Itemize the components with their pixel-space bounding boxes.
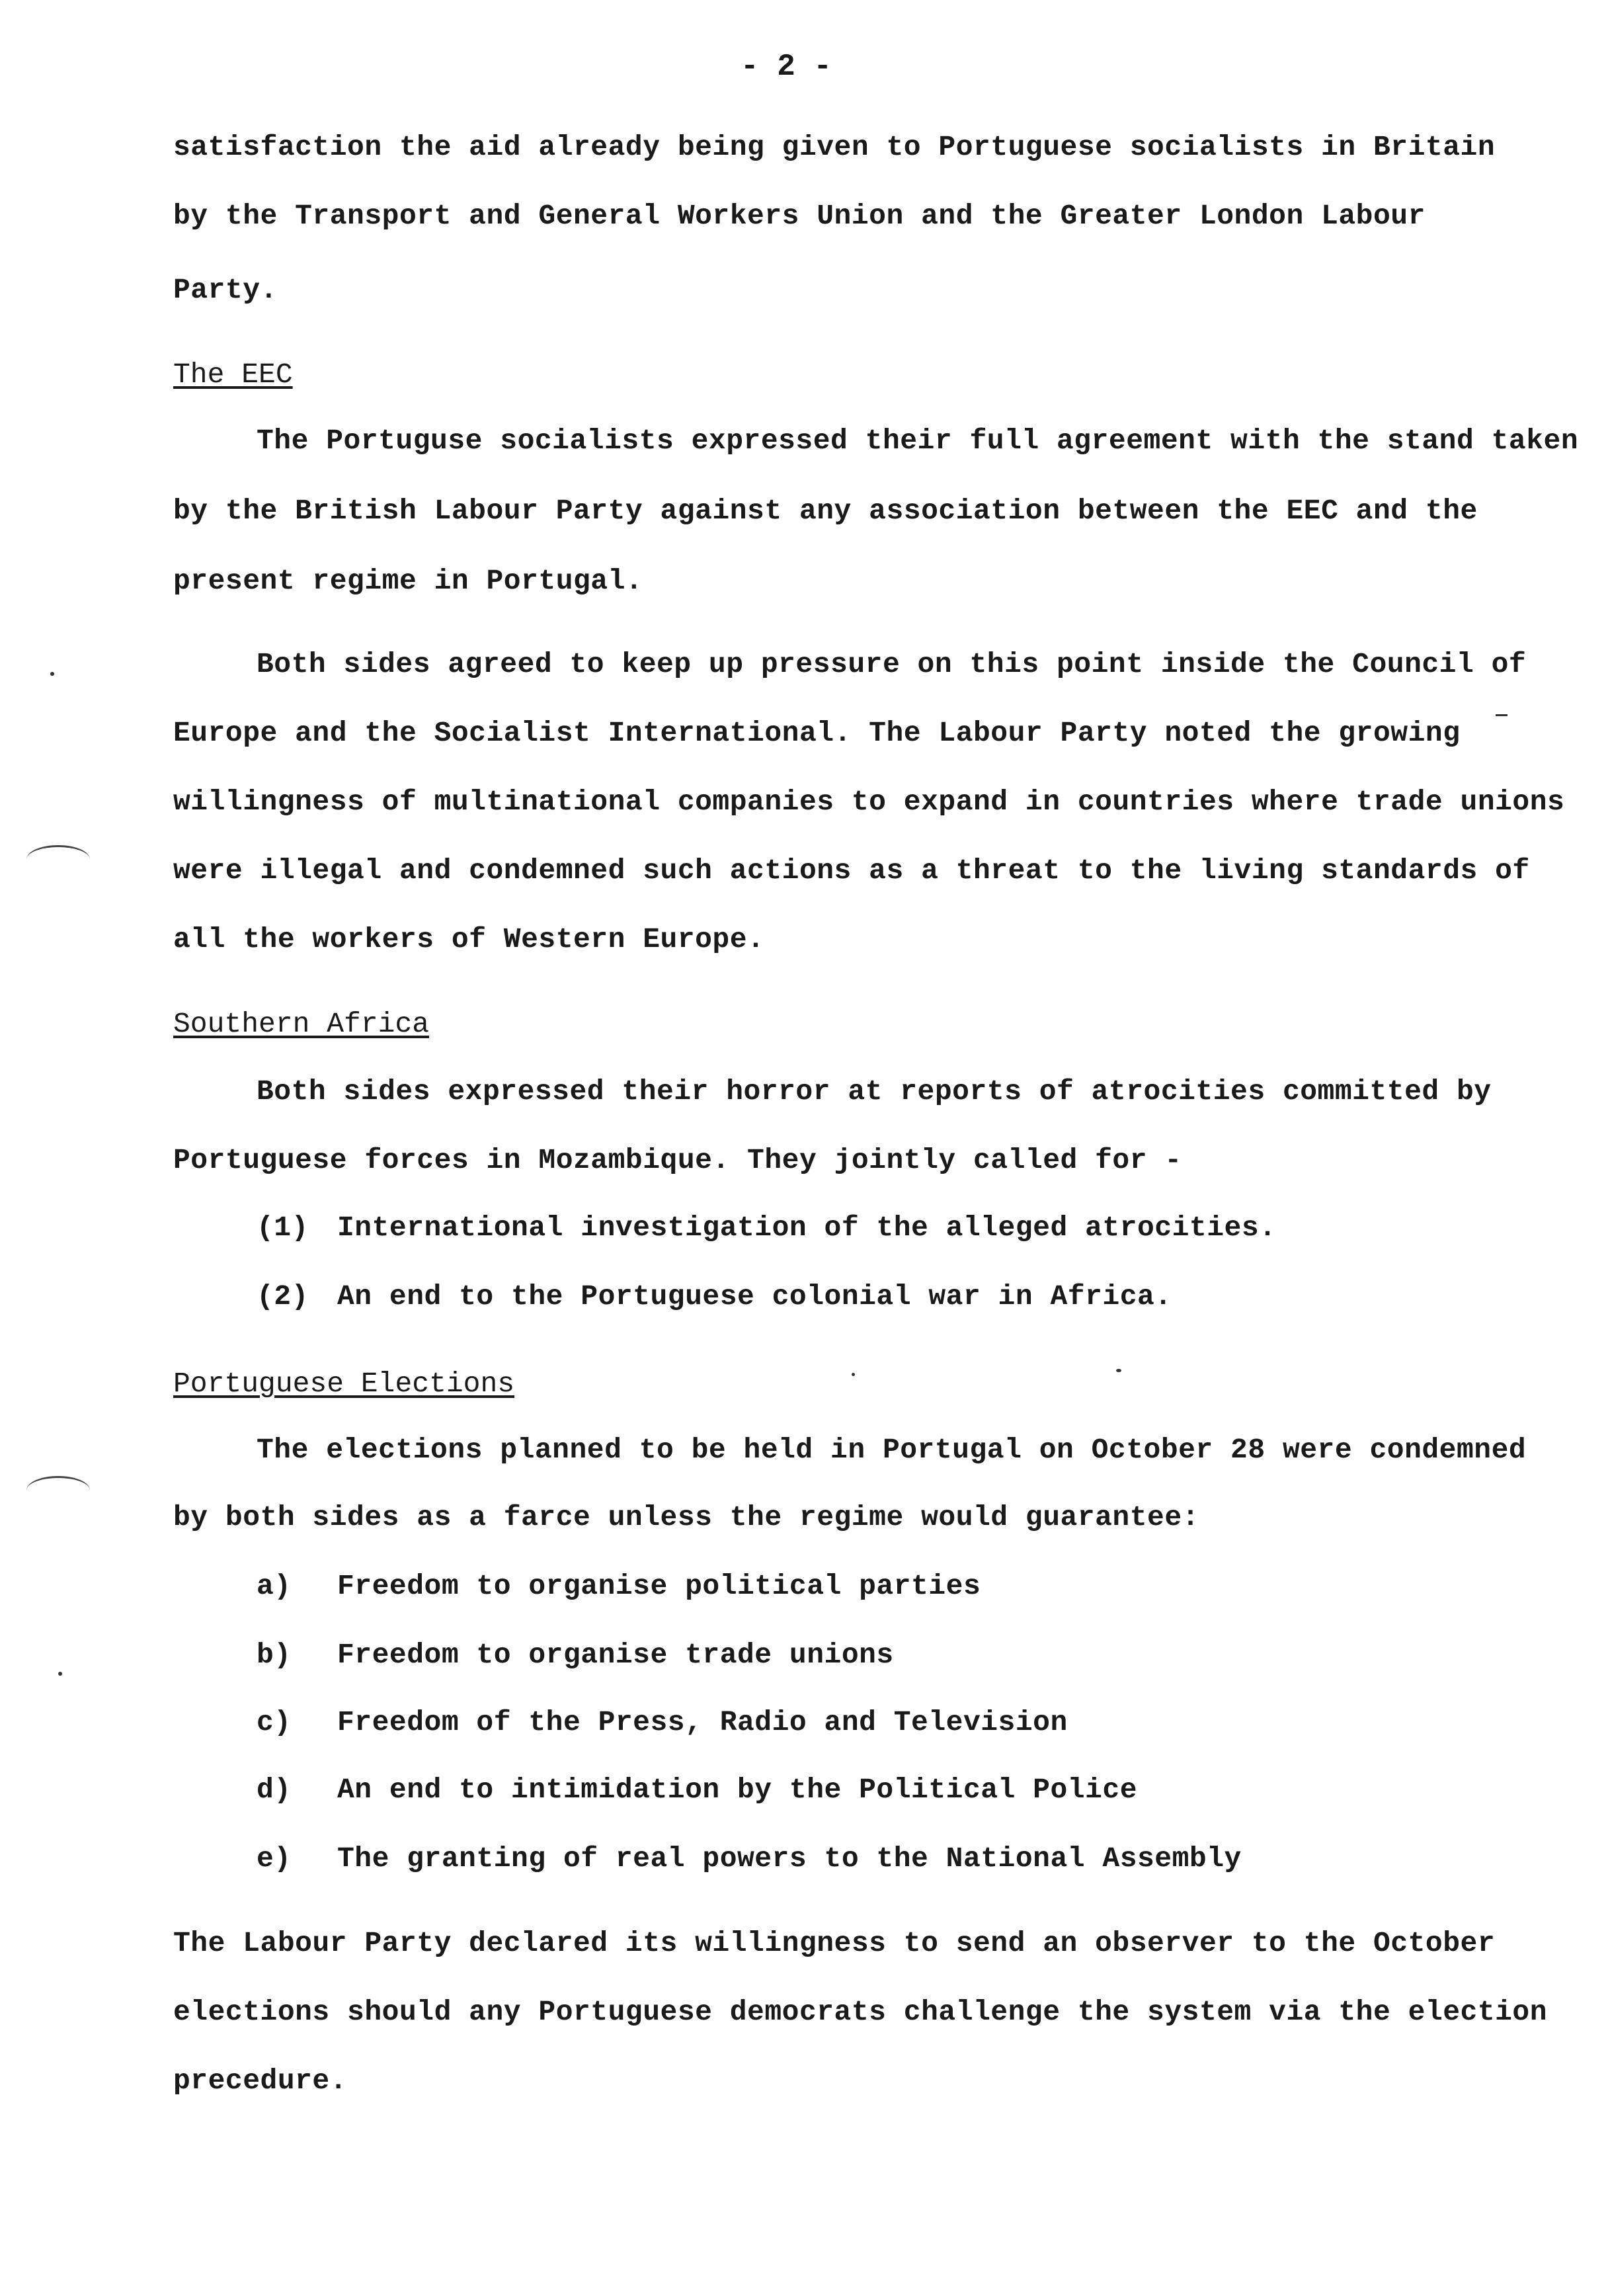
list-marker: a) [257, 1570, 292, 1602]
list-item [257, 1569, 981, 1604]
list-item [257, 1637, 894, 1673]
list-marker: (2) [257, 1280, 309, 1313]
list-marker: d) [257, 1774, 292, 1806]
scan-speck [50, 672, 54, 676]
list-item-text: International investigation of the alleged atrocities. [337, 1211, 1277, 1244]
scan-mark [26, 845, 90, 874]
intro-line-2: by the Transport and General Workers Union and the Greater London Labour [173, 200, 1426, 232]
southern-africa-para-line-1: Both sides expressed their horror at reports of atrocities committed by [257, 1075, 1492, 1108]
list-item-text: An end to the Portuguese colonial war in Africa. [337, 1280, 1172, 1313]
intro-line-1: satisfaction the aid already being given to Portuguese socialists in Britain [173, 131, 1496, 163]
intro-line-3: Party. [173, 274, 278, 306]
list-item [257, 1705, 1068, 1741]
scan-speck [852, 1373, 855, 1376]
list-item-text: An end to intimidation by the Political Police [337, 1774, 1137, 1806]
list-item-text: Freedom to organise trade unions [337, 1639, 894, 1671]
section-heading-portuguese-elections: Portuguese Elections [173, 1368, 515, 1400]
scan-speck [58, 1672, 62, 1676]
eec-para2-line-4: were illegal and condemned such actions as a threat to the living standards of [173, 854, 1530, 887]
closing-line-1: The Labour Party declared its willingness to send an observer to the October [173, 1927, 1496, 1959]
section-heading-eec: The EEC [173, 358, 293, 391]
southern-africa-para-line-2: Portuguese forces in Mozambique. They jointly called for - [173, 1144, 1182, 1176]
scan-speck [1116, 1369, 1121, 1372]
list-item-text: The granting of real powers to the National Assembly [337, 1842, 1242, 1875]
eec-para1-line-3: present regime in Portugal. [173, 565, 643, 597]
closing-line-3: precedure. [173, 2065, 348, 2097]
eec-para1-line-1: The Portuguse socialists expressed their full agreement with the stand taken [257, 425, 1579, 457]
list-marker: e) [257, 1842, 292, 1875]
list-marker: c) [257, 1706, 292, 1739]
list-marker: (1) [257, 1211, 309, 1244]
page-number: - 2 - [741, 50, 832, 84]
eec-para2-line-2: Europe and the Socialist International. The Labour Party noted the growing [173, 717, 1461, 749]
list-item-text: Freedom of the Press, Radio and Television [337, 1706, 1068, 1739]
closing-line-2: elections should any Portuguese democrats challenge the system via the election [173, 1996, 1548, 2028]
list-item-text: Freedom to organise political parties [337, 1570, 981, 1602]
eec-para2-line-3: willingness of multinational companies to expand in countries where trade unions [173, 786, 1565, 818]
list-item [257, 1841, 1242, 1877]
eec-para2-line-1: Both sides agreed to keep up pressure on this point inside the Council of [257, 648, 1527, 680]
list-item [257, 1279, 1172, 1315]
elections-para-line-2: by both sides as a farce unless the regime would guarantee: [173, 1501, 1199, 1534]
scan-mark [26, 1476, 90, 1504]
list-item [257, 1772, 1137, 1808]
eec-para2-line-5: all the workers of Western Europe. [173, 923, 765, 956]
scan-mark [1496, 714, 1508, 716]
list-item [257, 1210, 1276, 1246]
list-marker: b) [257, 1639, 292, 1671]
elections-para-line-1: The elections planned to be held in Portugal on October 28 were condemned [257, 1434, 1527, 1466]
eec-para1-line-2: by the British Labour Party against any association between the EEC and the [173, 495, 1478, 527]
section-heading-southern-africa: Southern Africa [173, 1008, 430, 1040]
